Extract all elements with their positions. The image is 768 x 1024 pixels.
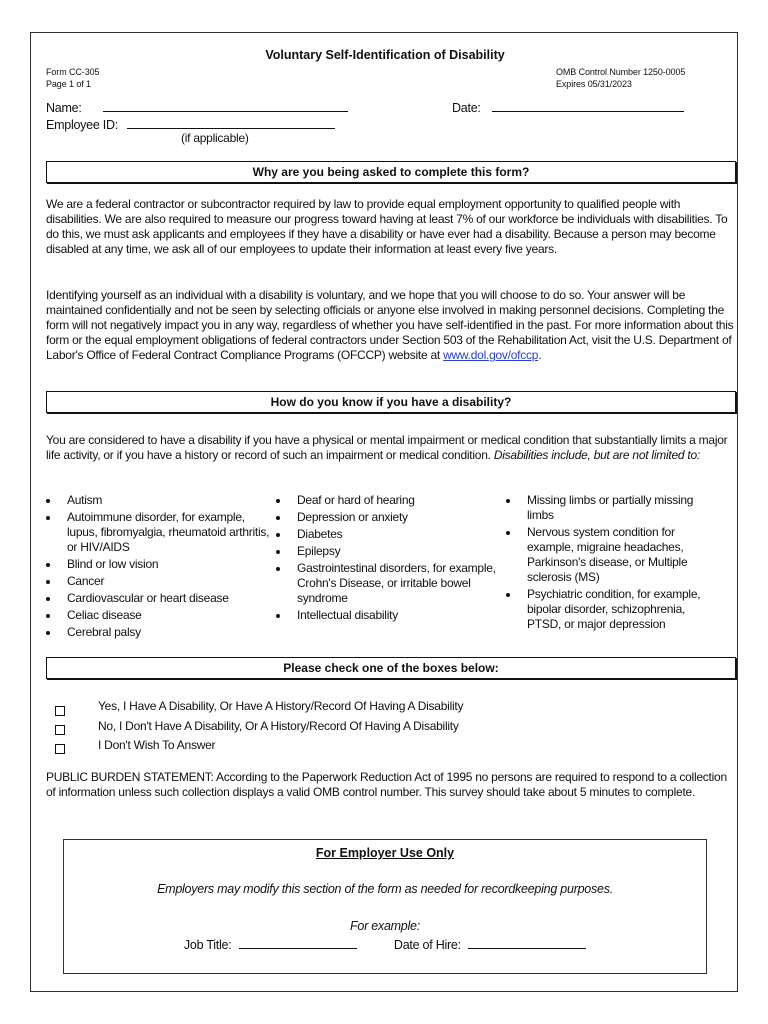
disability-list-item: Nervous system condition for example, migraine headaches, Parkinson's disease, or Multiple sclerosis (MS) (505, 525, 720, 585)
disability-list-col2 (275, 493, 505, 625)
disability-list-item: Autoimmune disorder, for example, lupus, fibromyalgia, rheumatoid arthritis, or HIV/AIDS (45, 510, 273, 555)
for-example: For example: (350, 919, 420, 933)
name-label: Name: (46, 101, 82, 115)
option-no-label: No, I Don't Have A Disability, Or A History/Record Of Having A Disability (98, 719, 459, 733)
job-title-field[interactable] (239, 937, 357, 949)
public-burden-statement: PUBLIC BURDEN STATEMENT: According to the Paperwork Reduction Act of 1995 no persons are required to respond to a collection of information unless such collection displays a valid OMB control number. This survey should take about 5 minutes to complete. (46, 770, 727, 799)
disability-list-item: Gastrointestinal disorders, for example, Crohn's Disease, or irritable bowel syndrome (275, 561, 505, 606)
disability-definition (46, 433, 734, 463)
disability-list-item: Intellectual disability (275, 608, 505, 623)
employer-note: Employers may modify this section of the form as needed for recordkeeping purposes. (157, 882, 613, 896)
employee-id-field[interactable] (127, 117, 335, 129)
employer-use-box (63, 839, 707, 974)
disability-list-item: Diabetes (275, 527, 505, 542)
disability-list-item: Cerebral palsy (45, 625, 273, 640)
expiration: Expires 05/31/2023 (556, 79, 632, 89)
paragraph-voluntary (46, 288, 734, 363)
ofccp-link[interactable]: www.dol.gov/ofccp (443, 348, 539, 362)
option-no-answer-label: I Don't Wish To Answer (98, 738, 216, 752)
section-heading-how: How do you know if you have a disability? (46, 391, 736, 413)
checkbox-no[interactable] (55, 725, 65, 735)
checkbox-no-answer[interactable] (55, 744, 65, 754)
section-heading-why: Why are you being asked to complete this form? (46, 161, 736, 183)
disability-list-item: Autism (45, 493, 273, 508)
if-applicable-note: (if applicable) (181, 131, 249, 145)
date-field[interactable] (492, 100, 684, 112)
form-number: Form CC-305 (46, 67, 100, 77)
employee-id-label: Employee ID: (46, 118, 119, 132)
checkbox-yes[interactable] (55, 706, 65, 716)
disability-list-item: Psychiatric condition, for example, bipolar disorder, schizophrenia, PTSD, or major depression (505, 587, 720, 632)
date-label: Date: (452, 101, 481, 115)
date-of-hire-label: Date of Hire: (393, 938, 461, 952)
disability-list-item: Cancer (45, 574, 273, 589)
form-title: Voluntary Self-Identification of Disability (265, 48, 505, 62)
option-yes-label: Yes, I Have A Disability, Or Have A History/Record Of Having A Disability (98, 699, 464, 713)
disability-list-item: Cardiovascular or heart disease (45, 591, 273, 606)
page-number: Page 1 of 1 (46, 79, 91, 89)
employer-fields (64, 937, 706, 953)
disability-list-col1 (45, 493, 273, 642)
disability-list-item: Missing limbs or partially missing limbs (505, 493, 720, 523)
name-field[interactable] (103, 100, 348, 112)
name-row (46, 100, 348, 116)
disability-list-item: Blind or low vision (45, 557, 273, 572)
omb-number: OMB Control Number 1250-0005 (556, 67, 686, 77)
paragraph-purpose: We are a federal contractor or subcontractor required by law to provide equal employment opportunity to qualified people with disabilities. We are also required to measure our progress toward having at least 7% of our workforce be individuals with disabilities. To do this, we must ask applicants and employees if they have a disability or have ever had a disability. Because a person may become disabled at any time, we ask all of our employees to update their information at least every five years. (46, 197, 728, 256)
job-title-label: Job Title: (183, 938, 232, 952)
disability-list-item: Deaf or hard of hearing (275, 493, 505, 508)
employer-heading: For Employer Use Only (315, 846, 455, 860)
definition-text: You are considered to have a disability if you have a physical or mental impairment or medical condition that substantially limits a major life activity, or if you have a history or record of such an impairment or medical condition. (46, 433, 728, 462)
date-row (452, 100, 684, 116)
date-of-hire-field[interactable] (468, 937, 586, 949)
section-heading-check: Please check one of the boxes below: (46, 657, 736, 679)
period: . (538, 348, 542, 362)
paragraph-voluntary-text: Identifying yourself as an individual with a disability is voluntary, and we hope that you will choose to do so. Your answer will be maintained confidentially and not be seen by selecting officials or anyone else involved in making personnel decisions. Completing the form will not negatively impact you in any way, regardless of whether you have self-identified in the past. For more information about this form or the equal employment obligations of federal contractors under Section 503 of the Rehabilitation Act, visit the U.S. Department of Labor's Office of Federal Contract Compliance Programs (OFCCP) website at (46, 288, 734, 362)
disability-list-item: Depression or anxiety (275, 510, 505, 525)
form-page (30, 32, 738, 992)
disability-list-col3 (505, 493, 720, 634)
definition-italic: Disabilities include, but are not limited to: (493, 448, 701, 462)
disability-list-item: Epilepsy (275, 544, 505, 559)
disability-list-item: Celiac disease (45, 608, 273, 623)
